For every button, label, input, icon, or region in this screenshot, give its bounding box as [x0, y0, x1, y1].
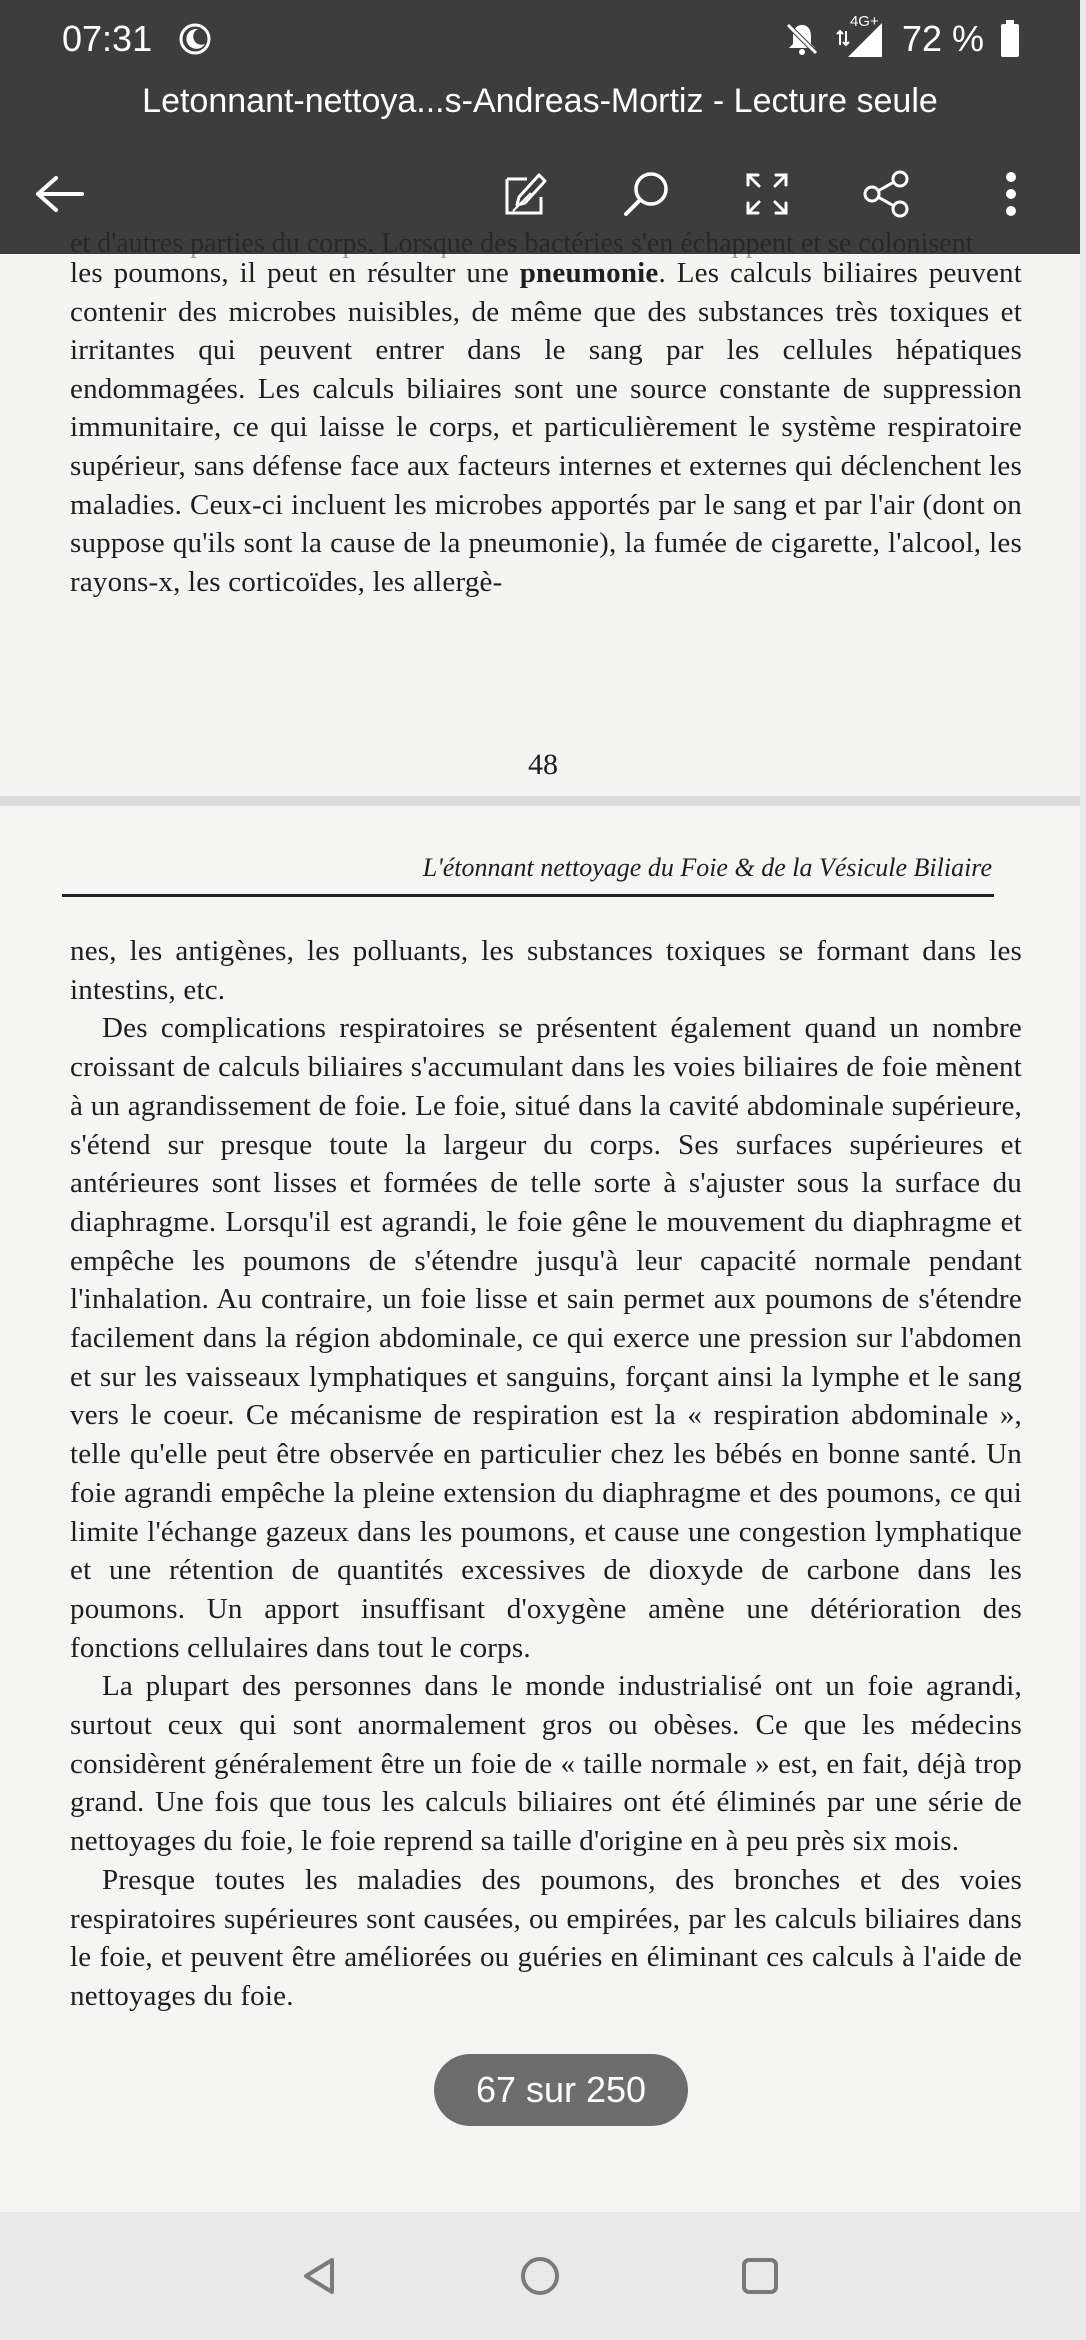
- recents-square-icon[interactable]: [730, 2246, 790, 2306]
- page-49-body: [70, 932, 1022, 2016]
- status-bar: [0, 0, 1080, 78]
- back-triangle-icon[interactable]: [290, 2246, 350, 2306]
- paragraph: nes, les antigènes, les polluants, les substances toxiques se formant dans les intestins, etc.: [70, 935, 1022, 1006]
- document-title: Letonnant-nettoya...s-Andreas-Mortiz - Lecture seule: [142, 82, 938, 120]
- paragraph: La plupart des personnes dans le monde industrialisé ont un foie agrandi, surtout ceux qui sont anormalement gros ou obèses. Ce que les médecins considèrent généralement être un foie de « taille normale » est, en fait, déjà trop grand. Une fois que tous les calculs biliaires ont été éliminés par une série de nettoyages du foie, le foie reprend sa taille d'origine en à peu près six mois.: [70, 1670, 1022, 1858]
- home-circle-icon[interactable]: [510, 2246, 570, 2306]
- page-48-body: [70, 254, 1022, 601]
- paragraph: Des complications respiratoires se présentent également quand un nombre croissant de calculs biliaires s'accumulant dans les voies biliaires de foie mènent à un agrandissement de foie. Le foie, situé dans la cavité abdominale supérieure, s'étend sur presque toute la largeur du corps. Ses surfaces supérieures et antérieures sont lisses et formées de telle sorte à s'ajuster sous la surface du diaphragme. Lorsqu'il est agrandi, le foie gêne le mouvement du diaphragme et empêche les poumons de s'étendre jusqu'à leur capacité normale pendant l'inhalation. Au contraire, un foie lisse et sain permet aux poumons de s'étendre facilement dans la région abdominale, ce qui exerce une pression sur l'abdomen et sur les vaisseaux lymphatiques et sanguins, forçant ainsi la lymphe et le sang vers le coeur. Ce mécanisme de respiration est la « respiration abdominale », telle qu'elle peut être observée en particulier chez les bébés en bonne santé. Un foie agrandi empêche la pleine extension du diaphragme et des poumons, ce qui limite l'échange gazeux dans les poumons, et cause une congestion lymphatique et une rétention de quantités excessives de dioxyde de carbone dans les poumons. Un apport insuffisant d'oxygène amène une détérioration des fonctions cellulaires dans tout le corps.: [70, 1012, 1022, 1664]
- body-text-before-bold: les poumons, il peut en résulter une: [70, 257, 520, 289]
- back-arrow-icon[interactable]: [24, 158, 96, 230]
- body-text-after-bold: . Les calculs biliaires peuvent contenir des microbes nuisibles, de même que des substances très toxiques et irritantes qui peuvent entrer dans le sang par les cellules hépatiques endommagées. Les calculs biliaires sont une source constante de suppression immunitaire, ce qui laisse le corps, et particulièrement le système respiratoire supérieur, sans défense face aux facteurs internes et externes qui déclenchent les maladies. Ceux-ci incluent les microbes apportés par le sang et par l'air (dont on suppose qu'ils sont la cause de la pneumonie), la fumée de cigarette, l'alcool, les rayons-x, les corticoïdes, les allergè-: [70, 257, 1022, 598]
- do-not-disturb-moon-icon: [178, 22, 212, 56]
- page-number: 48: [528, 748, 558, 781]
- header-rule: [62, 894, 994, 897]
- battery-percent: 72 %: [901, 18, 984, 59]
- notifications-muted-icon: [784, 21, 820, 57]
- page-separator: [0, 796, 1080, 806]
- document-page-48: [0, 228, 1080, 796]
- edit-icon[interactable]: [490, 158, 562, 230]
- more-vert-icon[interactable]: [975, 158, 1047, 230]
- status-time: 07:31: [62, 18, 153, 59]
- search-icon[interactable]: [610, 158, 682, 230]
- page-indicator: 67 sur 250: [434, 2054, 688, 2126]
- battery-icon: [1000, 20, 1020, 58]
- fullscreen-icon[interactable]: [731, 158, 803, 230]
- system-nav-bar: [0, 2212, 1080, 2340]
- signal-4g-icon: [836, 13, 886, 61]
- status-right-group: [784, 14, 1020, 64]
- share-icon[interactable]: [851, 158, 923, 230]
- document-page-49: [0, 806, 1080, 2212]
- page-top-cut-line: et d'autres parties du corps. Lorsque des bactéries s'en échappent et se colonisent: [70, 228, 974, 259]
- paragraph: Presque toutes les maladies des poumons, des bronches et des voies respiratoires supérieures sont causées, ou empirées, par les calculs biliaires dans le foie, et peuvent être améliorées ou guéries en éliminant ces calculs à l'aide de nettoyages du foie.: [70, 1863, 1022, 2012]
- bold-term: pneumonie: [519, 257, 659, 289]
- running-header: L'étonnant nettoyage du Foie & de la Vésicule Biliaire: [422, 853, 992, 882]
- network-type-label: 4G+: [849, 13, 879, 30]
